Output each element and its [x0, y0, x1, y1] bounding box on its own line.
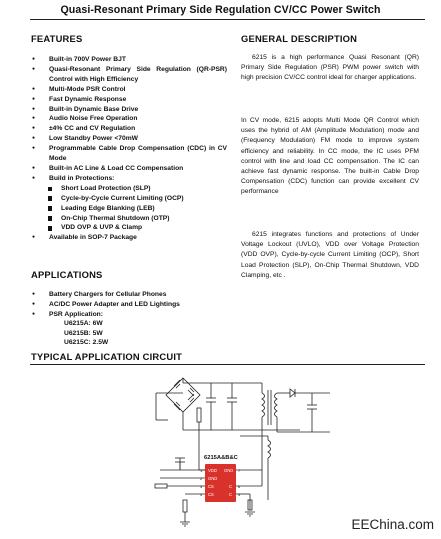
feature-item: ● Build in Protections:: [31, 174, 227, 184]
chip-pin-number: 5: [238, 492, 241, 497]
feature-item: ● Multi-Mode PSR Control: [31, 85, 227, 95]
general-description-heading: GENERAL DESCRIPTION: [241, 33, 358, 44]
chip-pin-number: 6: [238, 484, 241, 489]
chip-pin-label: GND: [208, 476, 218, 481]
psr-part-row: U6215C: 2.5W: [64, 339, 109, 346]
feature-item: ● Audio Noise Free Operation: [31, 114, 227, 124]
application-item: ● Battery Chargers for Cellular Phones: [31, 290, 231, 300]
protection-item: On-Chip Thermal Shutdown (OTP): [31, 214, 227, 224]
feature-item: ● ±4% CC and CV Regulation: [31, 124, 227, 134]
document-title: Quasi-Resonant Primary Side Regulation CV/CC Power Switch: [60, 4, 381, 16]
eechina-watermark: EEChina.com: [351, 517, 434, 532]
feature-item: ● Quasi-Resonant Primary Side Regulation (QR-PSR) Control with High Efficiency: [31, 65, 227, 85]
feature-item: ● Built-in 700V Power BJT: [31, 55, 227, 65]
feature-item: ● Available in SOP-7 Package: [31, 233, 227, 243]
chip-pin-number: 2: [200, 476, 203, 481]
chip-pin-label: CS: [208, 484, 214, 489]
chip-pin-number: 7: [238, 468, 241, 473]
protection-item: VDD OVP & UVP & Clamp: [31, 223, 227, 233]
description-paragraph-1: 6215 is a high performance Quasi Resonant (QR) Primary Side Regulation (PSR) PWM power switch with high precision CV/CC control ideal for charger applications.: [241, 54, 419, 82]
chip-pin-label: VDD: [208, 468, 217, 473]
circuit-heading: TYPICAL APPLICATION CIRCUIT: [31, 351, 183, 362]
application-item: ● AC/DC Power Adapter and LED Lightings: [31, 300, 231, 310]
features-heading: FEATURES: [31, 33, 83, 44]
chip-pin-label: CS: [208, 492, 214, 497]
feature-item: ● Programmable Cable Drop Compensation (CDC) in CV Mode: [31, 144, 227, 164]
chip-pin-number: 3: [200, 484, 203, 489]
feature-item: ● Built-in Dynamic Base Drive: [31, 105, 227, 115]
chip-label: 6215A&B&C: [204, 455, 238, 461]
applications-heading: APPLICATIONS: [31, 269, 103, 280]
description-paragraph-2: In CV mode, 6215 adopts Multi Mode QR Control which uses the hybrid of AM (Amplitude Modulation) mode and (Frequency Modulation) FM mode to improve system efficiency and reliability. In CC mode, the IC uses PFM control with line and load CC compensation. The IC can achieve fast dynamic response. The built-in Cable Drop Compensation (CDC) function can provide excellent CV performance: [241, 117, 419, 196]
chip-pin-label: C: [229, 492, 233, 497]
chip-pin-label: GND: [224, 468, 234, 473]
protection-item: Cycle-by-Cycle Current Limiting (OCP): [31, 194, 227, 204]
psr-part-row: U6215A: 6W: [64, 320, 103, 327]
protection-item: Leading Edge Blanking (LEB): [31, 204, 227, 214]
application-item: ● PSR Application:: [31, 310, 231, 320]
feature-item: ● Built-in AC Line & Load CC Compensation: [31, 164, 227, 174]
description-paragraph-3: 6215 integrates functions and protections of Under Voltage Lockout (UVLO), VDD over Voltage Protection (VDD OVP), Cycle-by-cycle Current Limiting (OCP), Short Load Protection (SLP), On-Chip Thermal Shutdown, VDD Clamping, etc .: [241, 231, 419, 279]
chip-pin-label: C: [229, 484, 233, 489]
chip-pin-number: 4: [200, 492, 203, 497]
psr-part-row: U6215B: 5W: [64, 329, 103, 337]
protection-item: Short Load Protection (SLP): [31, 184, 227, 194]
feature-item: ● Fast Dynamic Response: [31, 95, 227, 105]
feature-item: ● Low Standby Power <70mW: [31, 134, 227, 144]
chip-pin-number: 1: [200, 468, 203, 473]
